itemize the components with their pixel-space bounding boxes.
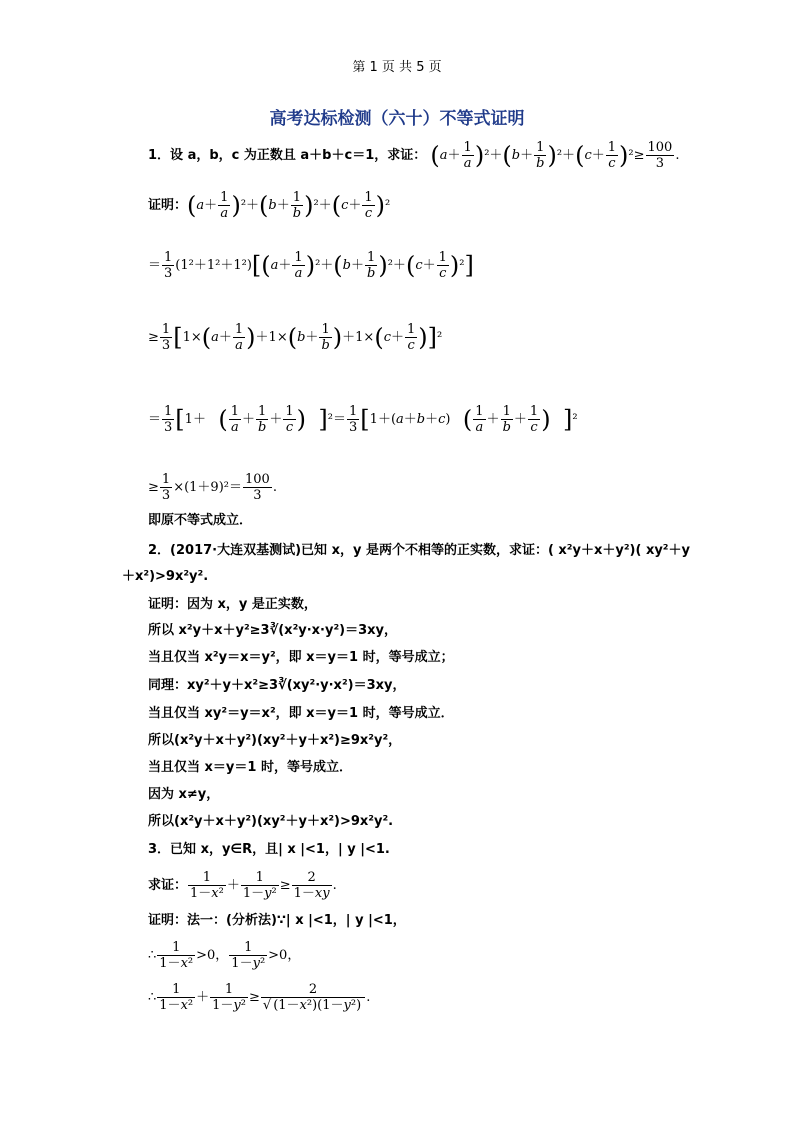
problem1-proof-line5: ≥ $\frac{1}{3}$ ×(1＋9)²＝ $\frac{100}{3}$ . bbox=[148, 472, 277, 503]
problem2-line-4: 同理：xy²＋y＋x²≥3∛(xy²·y·x²)＝3xy， bbox=[148, 678, 406, 693]
problem2-line-7: 当且仅当 x＝y＝1 时，等号成立． bbox=[148, 760, 352, 775]
problem1-proof-line2: ＝ $\frac{1}{3}$ (1²＋1²＋1²)[(a＋ $\frac{1}{a}$ )²＋(b＋ $\frac{1}{b}$ )²＋(c＋ $\frac{1}{c}$ )²] bbox=[148, 250, 474, 281]
problem3-statement: 3．已知 x，y∈R，且| x |<1，| y |<1. bbox=[148, 842, 390, 857]
problem2-statement-line1: 2．(2017·大连双基测试)已知 x，y 是两个不相等的正实数，求证：( x²y＋x＋y²)( xy²＋y bbox=[148, 543, 690, 558]
problem3-method: 证明：法一：(分析法)∵| x |<1，| y |<1， bbox=[148, 913, 406, 928]
final-value: 100 bbox=[244, 472, 270, 487]
problem2-line-1: 证明：因为 x，y 是正实数， bbox=[148, 597, 317, 612]
problem3-step1: ∴ $\frac{1}{\text{1－x²}}$ >0， $\frac{1}{\text{1－y²}}$ >0， bbox=[148, 940, 301, 971]
problem2-line-5: 当且仅当 xy²＝y＝x²，即 x＝y＝1 时，等号成立． bbox=[148, 706, 454, 721]
problem1-proof-line4: ＝ $\frac{1}{3}$ [1＋ ( $\frac{1}{a}$ ＋ $\frac{1}{b}$ ＋ $\frac{1}{c}$ ) ]²＝ $\frac{1}{3}$ [1＋(a＋b＋c) ( $\frac{1}{a}$ ＋ $\frac{1}{b}$ ＋ $\frac{1}{c}$ ) ]² bbox=[148, 404, 578, 435]
page-title: 高考达标检测（六十）不等式证明 bbox=[269, 109, 525, 129]
problem1-proof-line1: 证明：(a＋ $\frac{1}{a}$ )²＋(b＋ $\frac{1}{b}$ )²＋(c＋ $\frac{1}{c}$ )² bbox=[148, 190, 391, 221]
problem3-step2: ∴ $\frac{1}{\text{1－x²}}$ ＋ $\frac{1}{\text{1－y²}}$ ≥ $\frac{2}{\text{√ (1－x²)(1－y²)}}$ . bbox=[148, 982, 371, 1013]
problem1-conclusion: 即原不等式成立． bbox=[148, 513, 253, 528]
prove-label: 求证： bbox=[148, 878, 188, 893]
problem1-statement: 1．设 a，b，c 为正数且 a＋b＋c＝1，求证： (a＋ $\frac{1}{a}$ )²＋(b＋ $\frac{1}{b}$ )²＋(c＋ $\frac{1}{c}$ )²≥ $\frac{100}{3}$ . bbox=[148, 140, 680, 171]
problem2-line-9: 所以(x²y＋x＋y²)(xy²＋y＋x²)>9x²y². bbox=[148, 814, 394, 829]
problem2-statement-line2: ＋x²)>9x²y². bbox=[122, 569, 209, 584]
problem3-prove: 求证： $\frac{1}{\text{1－x²}}$ ＋ $\frac{1}{\text{1－y²}}$ ≥ $\frac{2}{1-xy}$ . bbox=[148, 870, 337, 901]
problem1-proof-line3: ≥ $\frac{1}{3}$ [1×(a＋ $\frac{1}{a}$ )＋1×(b＋ $\frac{1}{b}$ )＋1×(c＋ $\frac{1}{c}$ )]² bbox=[148, 322, 443, 353]
page-number: 第 1 页 共 5 页 bbox=[352, 60, 442, 75]
problem2-line-2: 所以 x²y＋x＋y²≥3∛(x²y·x·y²)＝3xy， bbox=[148, 623, 398, 638]
problem2-line-6: 所以(x²y＋x＋y²)(xy²＋y＋x²)≥9x²y²， bbox=[148, 733, 402, 748]
problem2-line-3: 当且仅当 x²y＝x＝y²，即 x＝y＝1 时，等号成立； bbox=[148, 650, 454, 665]
proof-label: 证明： bbox=[148, 198, 188, 213]
problem2-line-8: 因为 x≠y， bbox=[148, 787, 220, 802]
problem1-statement-text: 1．设 a，b，c 为正数且 a＋b＋c＝1，求证： bbox=[148, 148, 427, 163]
final-denominator: 3 bbox=[253, 488, 262, 503]
